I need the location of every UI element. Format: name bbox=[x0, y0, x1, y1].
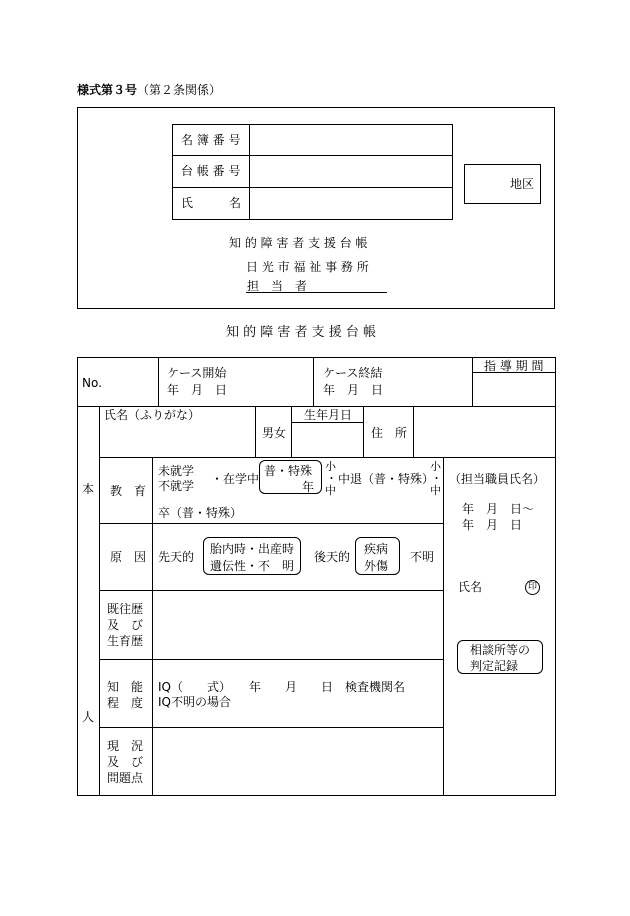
guidance-period-label: 指 導 期 間 bbox=[484, 359, 544, 373]
non-attendance: 不就学 bbox=[158, 479, 195, 493]
staff-date-to: 年 月 日 bbox=[462, 518, 523, 532]
birth-date-field[interactable] bbox=[292, 423, 363, 457]
intelligence-label-2: 程 度 bbox=[107, 696, 144, 710]
birth-timing: 胎内時・出産時 bbox=[210, 542, 295, 556]
form-number bbox=[77, 84, 221, 96]
name-field[interactable] bbox=[100, 424, 255, 457]
ledger-number-field[interactable] bbox=[250, 156, 452, 187]
education-label: 教 育 bbox=[110, 484, 147, 498]
staff-date-from: 年 月 日～ bbox=[462, 502, 535, 516]
staff-title: （担当職員氏名） bbox=[449, 472, 546, 486]
staff-name-label: 氏名 bbox=[458, 580, 483, 594]
normal-special: 普・特殊 bbox=[264, 464, 313, 478]
enrolled: ・在学中 bbox=[211, 472, 260, 486]
case-start-label: ケース開始 bbox=[167, 366, 227, 380]
name-furigana-label: 氏名（ふりがな） bbox=[104, 408, 201, 422]
cause-unknown: 不明 bbox=[410, 550, 435, 564]
consult-label-1: 相談所等の bbox=[470, 643, 531, 657]
birth-date-label: 生年月日 bbox=[304, 408, 353, 422]
iq-line: IQ（ 式） 年 月 日 検査機関名 bbox=[158, 680, 405, 694]
elem-1: 小 bbox=[325, 460, 336, 473]
cover-name-field[interactable] bbox=[250, 188, 452, 219]
hereditary: 遺伝性・不 明 bbox=[210, 559, 295, 573]
dropout: 中退（普・特殊） bbox=[338, 472, 435, 486]
elem-2: 小 bbox=[430, 460, 441, 473]
intelligence-label-1: 知 能 bbox=[107, 680, 144, 694]
seal-icon: 印 bbox=[525, 580, 540, 595]
graduated: 卒（普・特殊） bbox=[158, 506, 243, 520]
case-start-date: 年 月 日 bbox=[167, 383, 228, 397]
consult-label-2: 判定記録 bbox=[470, 659, 519, 673]
person-in-charge-line bbox=[246, 292, 387, 293]
current-label-2: 及 び bbox=[107, 755, 144, 769]
ledger-number-label: 台 帳 番 号 bbox=[181, 164, 241, 178]
history-field[interactable] bbox=[153, 591, 443, 659]
history-label-1: 既往歴 bbox=[107, 602, 144, 616]
current-label-3: 問題点 bbox=[107, 771, 144, 785]
school-year: 年 bbox=[302, 480, 315, 494]
sex-label: 男女 bbox=[262, 426, 287, 440]
dot-1: ・ bbox=[326, 472, 337, 485]
history-label-3: 生育歴 bbox=[107, 634, 144, 648]
case-end-label: ケース終結 bbox=[323, 366, 383, 380]
registry-number-label: 名 簿 番 号 bbox=[181, 133, 241, 147]
acquired: 後天的 bbox=[314, 550, 351, 564]
middle-1: 中 bbox=[325, 484, 336, 497]
case-end-date: 年 月 日 bbox=[323, 383, 384, 397]
address-field[interactable] bbox=[414, 407, 555, 457]
not-enrolled: 未就学 bbox=[158, 464, 195, 478]
dot-2: ・ bbox=[431, 472, 442, 485]
person-in-charge-label: 担 当 者 bbox=[247, 279, 308, 293]
registry-number-field[interactable] bbox=[250, 125, 452, 155]
injury: 外傷 bbox=[364, 559, 389, 573]
congenital: 先天的 bbox=[158, 550, 195, 564]
address-label: 住 所 bbox=[371, 426, 408, 440]
main-title: 知 的 障 害 者 支 援 台 帳 bbox=[226, 325, 377, 340]
disease: 疾病 bbox=[364, 542, 389, 556]
cause-label: 原 因 bbox=[110, 550, 147, 564]
case-number-field[interactable] bbox=[78, 358, 158, 406]
form-number-label: 様式第３号 bbox=[77, 83, 138, 97]
history-label-2: 及 び bbox=[107, 618, 144, 632]
office-name: 日 光 市 福 祉 事 務 所 bbox=[246, 260, 369, 274]
current-label-1: 現 況 bbox=[107, 739, 144, 753]
current-field[interactable] bbox=[153, 728, 443, 795]
form-number-ref: （第２条関係） bbox=[137, 83, 222, 97]
side-label-top: 本 bbox=[82, 482, 95, 496]
cover-title: 知 的 障 害 者 支 援 台 帳 bbox=[229, 236, 368, 250]
cover-name-label: 氏 名 bbox=[181, 196, 242, 210]
side-label-bottom: 人 bbox=[82, 710, 95, 724]
middle-2: 中 bbox=[430, 484, 441, 497]
no-label: No. bbox=[82, 376, 102, 390]
iq-unknown: IQ不明の場合 bbox=[158, 695, 231, 709]
guidance-period-field[interactable] bbox=[473, 373, 555, 406]
district-label: 地区 bbox=[510, 177, 535, 191]
